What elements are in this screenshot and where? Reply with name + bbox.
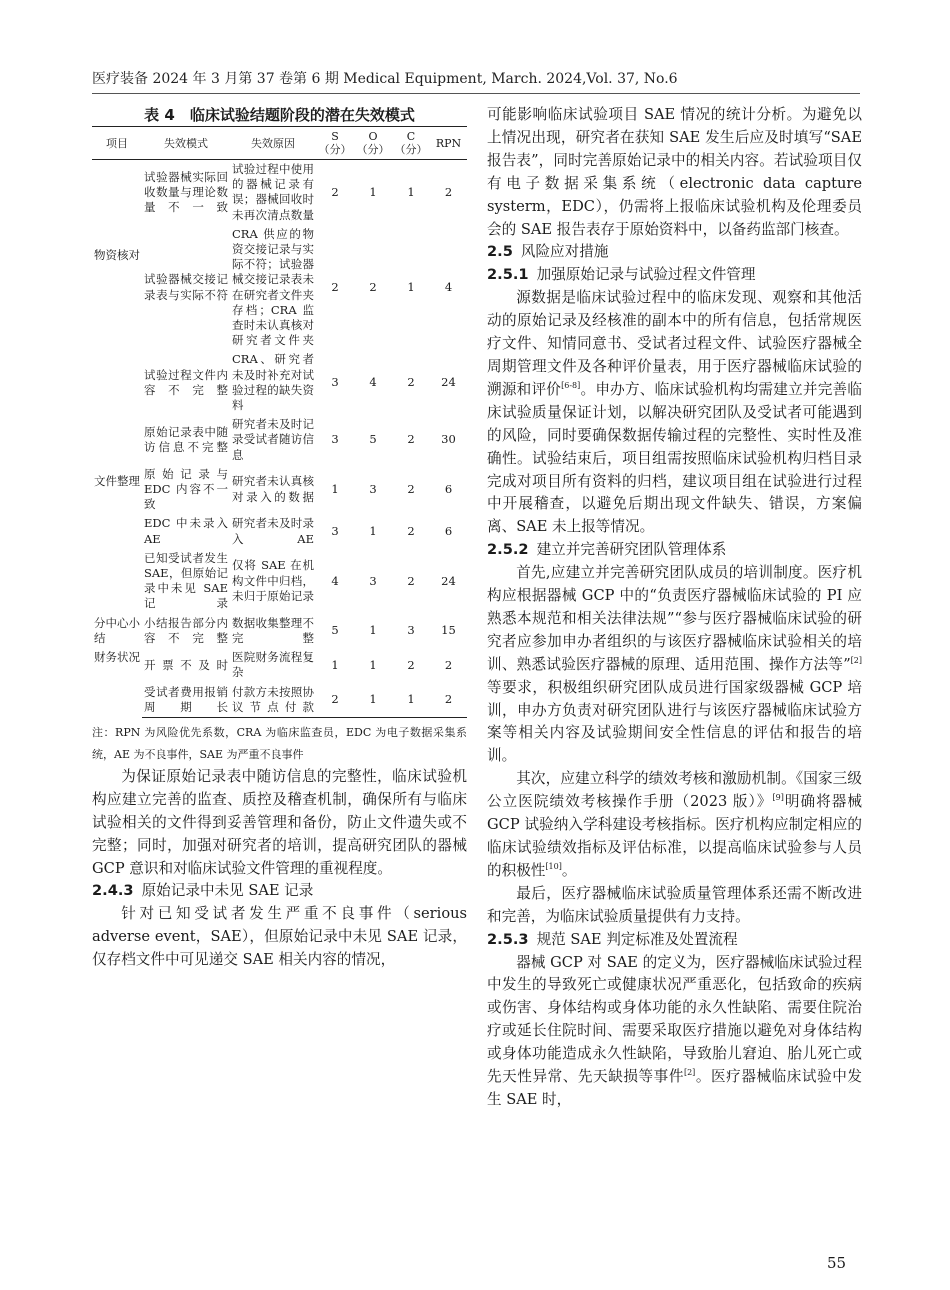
row-item: 物资核对 [94, 247, 140, 262]
col-header-s: S（分） [316, 127, 354, 160]
row-c: 1 [392, 683, 430, 718]
row-s: 2 [316, 683, 354, 718]
table-row [92, 549, 467, 614]
row-c: 2 [407, 375, 415, 390]
row-s: 5 [331, 623, 339, 638]
row-rpn: 24 [441, 375, 456, 390]
running-header: 医疗装备 2024 年 3 月第 37 卷第 6 期 Medical Equipment, March. 2024,Vol. 37, No.6 [92, 71, 678, 87]
citation: [9] [772, 793, 784, 803]
row-s: 3 [331, 432, 339, 447]
row-o: 1 [369, 657, 377, 672]
row-s: 1 [331, 482, 339, 497]
section-number: 2.5.2 [487, 541, 529, 559]
row-mode: 开票不及时 [144, 657, 228, 672]
row-s: 3 [331, 524, 339, 539]
row-o: 3 [369, 573, 377, 588]
row-cause: 研究者未及时记录受试者随访信息 [232, 417, 314, 462]
paragraph-text: 明确将器械 GCP 试验纳入学科建设考核指标。医疗机构应制定相应的临床试验绩效指标及评估标准，以提高临床试验参与人员的积极性 [487, 793, 862, 879]
col-header-o: O（分） [354, 127, 392, 160]
row-mode: 已知受试者发生 SAE，但原始记录中未见 SAE 记录 [144, 550, 228, 611]
row-rpn: 24 [441, 573, 456, 588]
section-number: 2.5.3 [487, 930, 529, 948]
col-header-mode: 失效模式 [142, 127, 230, 160]
paragraph: 可能影响临床试验项目 SAE 情况的统计分析。为避免以上情况出现，研究者在获知 SAE 发生后应及时填写“SAE 报告表”，同时完善原始记录中的相关内容。若试验项目仅有电子数据采集系统（electronic data capture systerm，EDC），仍需将上报临床试验机构及伦理委员会的 SAE 报告表存于原始资料中，以备药监部门核查。 [487, 106, 862, 238]
row-s: 3 [331, 375, 339, 390]
row-s: 2 [331, 280, 339, 295]
row-rpn: 30 [441, 432, 456, 447]
paragraph-text: 。 [561, 861, 577, 879]
col-header-c: C（分） [392, 127, 430, 160]
row-item: 分中心小结 [94, 615, 140, 645]
row-cause: CRA、研究者未及时补充对试验过程的缺失资料 [232, 352, 314, 413]
row-mode: 试验器械实际回收数量与理论数量不一致 [144, 169, 228, 214]
table-row [92, 514, 467, 548]
page-number: 55 [827, 1254, 847, 1272]
row-rpn: 2 [444, 657, 453, 672]
table-row [92, 160, 467, 225]
paragraph [487, 768, 862, 883]
row-c: 1 [407, 184, 415, 199]
row-cause: 付款方未按照协议节点付款 [230, 683, 316, 718]
section-title: 原始记录中未见 SAE 记录 [141, 882, 314, 900]
citation: [2] [683, 1068, 696, 1078]
table-note: 注：RPN 为风险优先系数，CRA 为临床监查员，EDC 为电子数据采集系统，AE 为不良事件，SAE 为严重不良事件 [92, 725, 467, 761]
row-cause: CRA 供应的物资交接记录与实际不符；试验器械交接记录表未在研究者文件夹存档；CRA 监查时未认真核对研究者文件夹 [232, 226, 314, 348]
section-heading-2-5-3 [487, 929, 862, 952]
paragraph-text: 等要求，积极组织研究团队成员进行国家级器械 GCP 培训，申办方负责对研究团队进行与该医疗器械临床试验方案等相关内容及试验期间安全性信息的评估和报告的培训。 [487, 678, 862, 765]
row-o: 1 [369, 524, 377, 539]
row-mode: 试验过程文件内容不完整 [144, 367, 228, 397]
table-row [92, 465, 467, 515]
row-mode: 试验器械交接记录表与实际不符 [144, 272, 228, 302]
citation: [2] [850, 655, 862, 665]
row-rpn: 6 [444, 482, 453, 497]
row-o: 4 [369, 375, 377, 390]
row-s: 4 [331, 573, 339, 588]
section-number: 2.4.3 [92, 882, 134, 900]
col-header-item: 项目 [92, 127, 142, 160]
table-row [92, 614, 467, 648]
right-column [487, 104, 862, 1112]
table-row [92, 683, 467, 718]
row-s: 2 [331, 184, 339, 199]
table-caption: 表 4 临床试验结题阶段的潜在失效模式 [144, 106, 415, 124]
table-header-row [92, 127, 467, 160]
table-row [92, 415, 467, 465]
row-o: 1 [354, 683, 392, 718]
row-rpn: 4 [444, 280, 453, 295]
section-title: 建立并完善研究团队管理体系 [536, 541, 727, 559]
paragraph: 为保证原始记录表中随访信息的完整性，临床试验机构应建立完善的监查、质控及稽查机制，确保所有与临床试验相关的文件得到妥善管理和备份，防止文件遗失或不完整；同时，加强对研究者的培训，提高研究团队的器械 GCP 意识和对临床试验文件管理的重视程度。 [92, 767, 467, 877]
paragraph-text: 源数据是临床试验过程中的临床发现、观察和其他活动的原始记录及经核准的副本中的所有信息，包括常规医疗文件、知情同意书、受试者过程文件、试验医疗器械全周期管理文件及各种评价量表，用于医疗器械临床试验的溯源和评价 [487, 289, 862, 398]
row-cause: 试验过程中使用的器械记录有误；器械回收时未再次清点数量 [232, 162, 314, 222]
citation: [10] [545, 862, 562, 872]
row-mode: 小结报告部分内容不完整 [144, 615, 228, 645]
paragraph [487, 562, 862, 768]
row-mode: 受试者费用报销周期长 [142, 683, 230, 718]
section-heading-2-5-1 [487, 264, 862, 287]
row-cause: 数据收集整理不完整 [232, 615, 314, 645]
failure-mode-table [92, 126, 467, 718]
row-o: 3 [369, 482, 377, 497]
row-cause: 研究者未认真核对录入的数据 [232, 474, 314, 504]
row-rpn: 6 [444, 524, 453, 539]
row-c: 2 [407, 657, 415, 672]
row-rpn: 2 [430, 683, 467, 718]
table-row [92, 648, 467, 682]
col-header-rpn: RPN [430, 127, 467, 160]
section-heading-2-4-3 [92, 880, 467, 903]
row-mode: 原始记录与 EDC 内容不一致 [144, 466, 228, 512]
row-item: 文件整理 [94, 474, 140, 489]
section-number: 2.5 [487, 243, 513, 261]
paragraph [487, 287, 862, 539]
paragraph [487, 952, 862, 1112]
paragraph-text: 其次，应建立科学的绩效考核和激励机制。《国家三级公立医院绩效考核操作手册（2023 版）》 [487, 770, 862, 811]
row-s: 1 [331, 657, 339, 672]
paragraph-text: 器械 GCP 对 SAE 的定义为，医疗器械临床试验过程中发生的导致死亡或健康状况严重恶化，包括致命的疾病或伤害、身体结构或身体功能的永久性缺陷、需要住院治疗或延长住院时间、需要采取医疗措施以避免对身体结构或身体功能造成永久性缺陷，导致胎儿窘迫、胎儿死亡或先天性异常、先天缺损等事件 [487, 953, 862, 1086]
row-o: 2 [369, 280, 377, 295]
table-row [92, 225, 467, 351]
row-c: 3 [407, 623, 415, 638]
header-rule [92, 93, 860, 94]
row-o: 1 [369, 184, 377, 199]
paragraph-text: 首先,应建立并完善研究团队成员的培训制度。医疗机构应根据器械 GCP 中的“负责医疗器械临床试验的 PI 应熟悉本规范和相关法律法规”“参与医疗器械临床试验的研究者应参加申办者组织的与该医疗器械临床试验相关的培训、熟悉试验医疗器械的原理、适用范围、操作方法等” [487, 564, 862, 673]
citation: [6-8] [561, 381, 581, 391]
paragraph-text: 。申办方、临床试验机构均需建立并完善临床试验质量保证计划，以解决研究团队及受试者可能遇到的风险，同时要确保数据传输过程的完整性、实时性及准确性。试验结束后，项目组需按照临床试验机构归档目录完成对项目所有资料的归档，建议项目组在试验进行过程中开展稽查，以避免后期出现文件缺失、错误，方案偏离、SAE 未上报等情况。 [487, 380, 862, 536]
paragraph: 最后，医疗器械临床试验质量管理体系还需不断改进和完善，为临床试验质量提供有力支持。 [487, 884, 862, 925]
row-item: 财务状况 [94, 650, 140, 665]
section-title: 规范 SAE 判定标准及处置流程 [536, 930, 738, 948]
row-mode: 原始记录表中随访信息不完整 [144, 424, 228, 455]
row-cause: 医院财务流程复杂 [232, 650, 314, 680]
row-c: 2 [407, 524, 415, 539]
table-row [92, 350, 467, 415]
row-c: 2 [407, 432, 415, 447]
section-title: 风险应对措施 [520, 243, 609, 261]
row-cause: 研究者未及时录入 AE [232, 516, 314, 546]
row-c: 2 [407, 573, 415, 588]
row-o: 1 [369, 623, 377, 638]
row-c: 1 [407, 280, 415, 295]
paragraph-text: 。医疗器械临床试验中发生 SAE 时， [487, 1068, 862, 1108]
section-heading-2-5-2 [487, 539, 862, 562]
paragraph: 针对已知受试者发生严重不良事件（serious adverse event，SAE），但原始记录中未见 SAE 记录，仅存档文件中可见递交 SAE 相关内容的情况， [92, 905, 467, 969]
row-o: 5 [369, 432, 377, 447]
row-rpn: 2 [444, 184, 453, 199]
left-column [92, 104, 467, 972]
row-cause: 仅将 SAE 在机构文件中归档，未归于原始记录 [232, 558, 314, 603]
section-title: 加强原始记录与试验过程文件管理 [536, 266, 756, 284]
row-rpn: 15 [441, 623, 456, 638]
section-heading-2-5 [487, 241, 862, 264]
section-number: 2.5.1 [487, 266, 529, 284]
row-c: 2 [407, 482, 415, 497]
col-header-cause: 失效原因 [230, 127, 316, 160]
row-mode: EDC 中未录入 AE [144, 516, 228, 546]
